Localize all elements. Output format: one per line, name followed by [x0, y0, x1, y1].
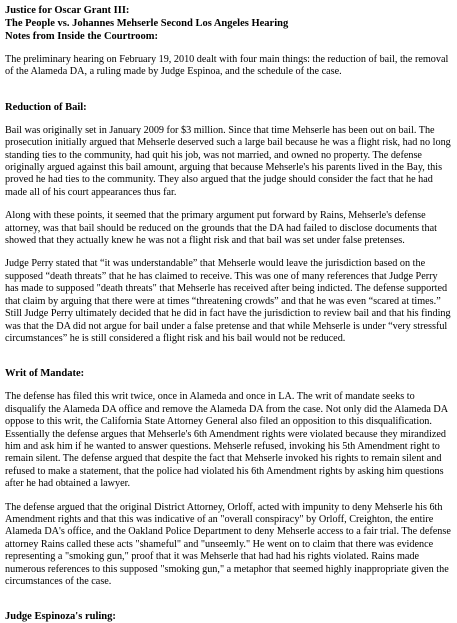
section-judge-espinoza-ruling: [5, 610, 452, 623]
section-heading: Judge Espinoza's ruling:: [5, 611, 116, 623]
intro-paragraph: The preliminary hearing on February 19, 2010 dealt with four main things: the reduction of bail, the removal of the Alameda DA, a ruling made by Judge Espinoa, and the schedule of the case.: [5, 54, 449, 78]
section-heading: Writ of Mandate:: [5, 368, 85, 380]
title-line-2: The People vs. Johannes Mehserle Second Los Angeles Hearing: [5, 18, 289, 29]
section-reduction-of-bail: [5, 101, 452, 346]
title-line-1: Justice for Oscar Grant III:: [5, 5, 130, 16]
body-paragraph: Along with these points, it seemed that the primary argument put forward by Rains, Mehserle's defense attorney, was that bail should be reduced on the grounds that the DA had failed to disclose documents that showed that they actually knew he was not a flight risk and that bail was set under false pretenses.: [5, 210, 437, 247]
body-paragraph: The defense has filed this writ twice, once in Alameda and once in LA. The writ of mandate seeks to disqualify the Alameda DA office and remove the Alameda DA from the case. Not only did the Alameda DA oppose to this writ, the California State Attorney General also filed an opposition to this disqualification. Essentially the defense argues that Mehserle's 6th Amendment rights were violated because they mirandized him and ask him if he wanted to answer questions. Mehserle refused, invoking his 5th Amendment right to remain silent. The defense argued that despite the fact that Mehserle invoked his rights to remain silent and refused to make a statement, that the police had violated his 6th Amendment rights by asking him questions after he had obtained a lawyer.: [5, 391, 448, 490]
section-heading: Reduction of Bail:: [5, 101, 87, 113]
body-paragraph: The defense argued that the original District Attorney, Orloff, acted with impunity to deny Mehserle his 6th Amendment rights and that this was indicative of an "overall conspiracy" by Orloff, Creighton, the entire Alameda DA's office, and the Oakland Police Department to deny Mehserle access to a fair trial. The defense attorney Rains called these acts "shameful" and "unseemly." He went on to claim that there was evidence representing a "smoking gun," proof that it was Mehserle that had had his rights violated. Rains made numerous references to this supposed "smoking gun," a metaphor that seemed highly inappropriate given the circumstances of the case.: [5, 501, 451, 587]
body-paragraph: Bail was originally set in January 2009 for $3 million. Since that time Mehserle has been out on bail. The prosecution initially argued that Mehserle deserved such a large bail because he was a flight risk, had no long standing ties to the community, had quit his job, was not married, and owned no property. The defense originally argued against this bail amount, arguing that because Mehserle's his parents lived in the Bay, this proved he had ties to the community. They also argued that the judge should consider the fact that he had made all of his court appearances thus far.: [5, 124, 451, 198]
section-writ-of-mandate: [5, 367, 452, 588]
document-title-block: [5, 4, 452, 43]
title-line-3: Notes from Inside the Courtroom:: [5, 31, 159, 42]
body-paragraph: Judge Perry stated that “it was understandable” that Mehserle would leave the jurisdiction based on the supposed “death threats” that he has claimed to receive. This was one of many references that Judge Perry has made to supposed "death threats" that Mehserle has received after being indicted. The defense supported that claim by arguing that there were at times “threatening crowds” and that he was even “scared at times.” Still Judge Perry ultimately decided that he did in fact have the jurisdiction to review bail and that his finding was that the DA did not argue for bail under a false pretense and that while Mehserle is under “very stressful circumstances” he is still considered a flight risk and his bail would not be reduced.: [5, 258, 451, 344]
